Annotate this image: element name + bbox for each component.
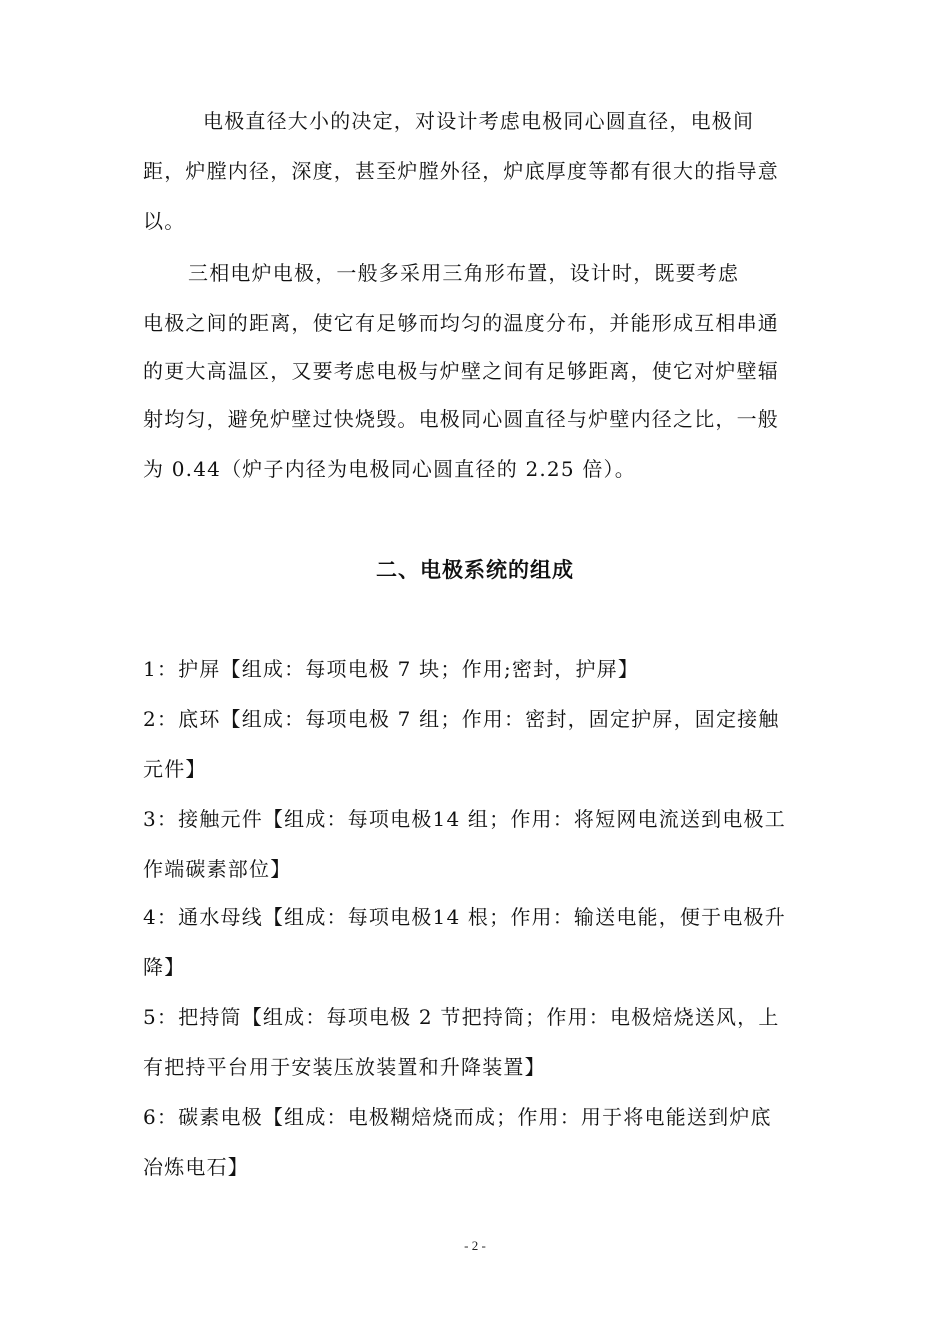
list-line-4: 3：接触元件【组成：每项电极14 组；作用：将短网电流送到电极工 [143,807,786,831]
list-line-8: 5：把持筒【组成：每项电极 2 节把持筒；作用：电极焙烧送风，上 [143,1005,780,1029]
list-line-11: 冶炼电石】 [143,1155,249,1179]
page-number: - 2 - [464,1238,486,1253]
paragraph-1-line-2: 距，炉膛内径，深度，甚至炉膛外径，炉底厚度等都有很大的指导意 [143,159,779,183]
paragraph-1-line-1: 电极直径大小的决定，对设计考虑电极同心圆直径，电极间 [203,109,755,133]
list-line-5: 作端碳素部位】 [143,857,292,881]
paragraph-1-line-3: 以。 [143,209,186,233]
paragraph-2-line-1: 三相电炉电极，一般多采用三角形布置，设计时，既要考虑 [188,261,740,285]
list-line-10: 6：碳素电极【组成：电极糊焙烧而成；作用：用于将电能送到炉底 [143,1105,772,1129]
list-line-9: 有把持平台用于安装压放装置和升降装置】 [143,1055,546,1079]
paragraph-2-line-3: 的更大高温区，又要考虑电极与炉壁之间有足够距离，使它对炉壁辐 [143,359,779,383]
paragraph-2-line-4: 射均匀，避免炉壁过快烧毁。电极同心圆直径与炉壁内径之比，一般 [143,407,779,431]
section-heading: 二、电极系统的组成 [376,558,574,582]
list-line-7: 降】 [143,955,186,979]
list-line-6: 4：通水母线【组成：每项电极14 根；作用：输送电能，便于电极升 [143,905,786,929]
paragraph-2-line-2: 电极之间的距离，使它有足够而均匀的温度分布，并能形成互相串通 [143,311,779,335]
list-line-2: 2：底环【组成：每项电极 7 组；作用：密封，固定护屏，固定接触 [143,707,780,731]
list-line-3: 元件】 [143,757,207,781]
list-line-1: 1：护屏【组成：每项电极 7 块；作用;密封，护屏】 [143,657,640,681]
paragraph-2-line-5: 为 0.44（炉子内径为电极同心圆直径的 2.25 倍）。 [143,457,636,481]
